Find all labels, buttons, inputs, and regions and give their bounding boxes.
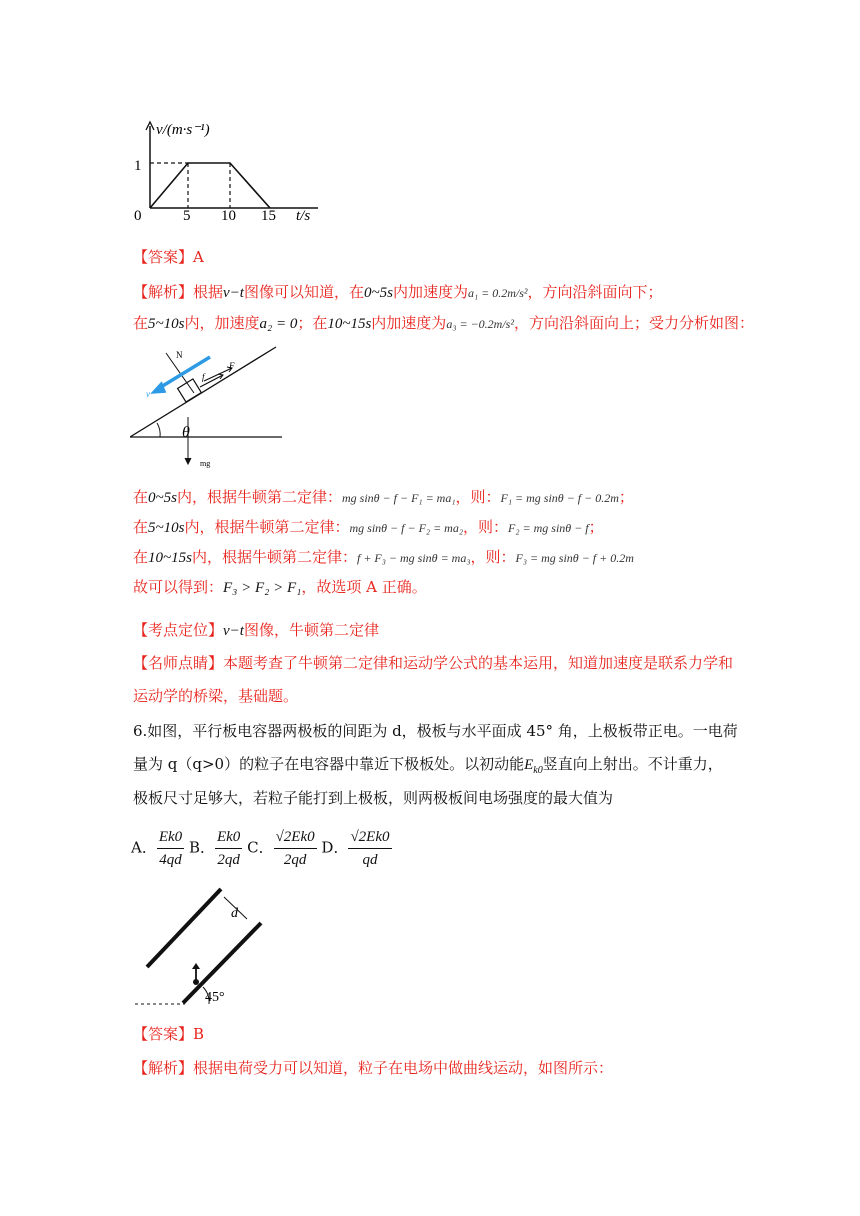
conclusion-text: 故可以得到： <box>133 578 224 596</box>
newton-line-3 <box>133 547 634 568</box>
answer-2-tag: 【答案】 <box>133 1025 194 1043</box>
option-a-label[interactable]: A． <box>131 838 157 857</box>
answer-1-value: A <box>193 248 204 266</box>
question-6-line-1 <box>133 721 738 741</box>
option-a-fraction[interactable] <box>157 826 184 871</box>
option-d-fraction[interactable] <box>348 826 391 871</box>
initial-velocity-arrowhead <box>192 963 200 969</box>
analysis-2-text: 根据电荷受力可以知道，粒子在电场中做曲线运动，如图所示： <box>193 1059 614 1077</box>
option-d-numerator: √2Ek0 <box>348 826 391 849</box>
question-text: 极板尺寸足够大，若粒子能打到上极板，则两极板间电场强度的最大值为 <box>133 789 614 807</box>
analysis-1-text: ，方向沿斜面向上；受力分析如图： <box>513 314 754 332</box>
conclusion-text: ，故选项 A 正确。 <box>301 578 427 596</box>
vt-symbol: v−t <box>223 285 244 301</box>
newton-text: ，则： <box>463 518 509 536</box>
option-b-denominator: 2qd <box>217 852 240 868</box>
newton-equation: mg sinθ − f − F₂ = ma₂ <box>349 521 464 535</box>
option-b-fraction[interactable] <box>215 826 242 871</box>
theta-label: θ <box>182 424 190 441</box>
velocity-line <box>150 163 270 208</box>
option-d-label[interactable]: D． <box>321 838 349 857</box>
mingshi-text: 本题考查了牛顿第二定律和运动学公式的基本运用，知道加速度是联系力学和 <box>223 654 734 672</box>
time-range: 0~5s <box>148 490 177 506</box>
angle-label: 45° <box>205 990 225 1005</box>
analysis-1-text: 内加速度为 <box>371 314 447 332</box>
analysis-1-text: 在 <box>133 314 149 332</box>
conclusion <box>133 577 427 598</box>
question-text: 6.如图，平行板电容器两极板的间距为 d，极板与水平面成 45° 角，上极板带正电。一电荷 <box>133 722 738 740</box>
vt-graph <box>130 112 330 224</box>
v-label: v <box>146 389 150 399</box>
block <box>178 379 202 402</box>
kaodian-text: 图像，牛顿第二定律 <box>243 621 379 639</box>
time-range: 5~10s <box>148 520 185 536</box>
question-text: 竖直向上射出。不计重力， <box>542 755 723 773</box>
upper-plate <box>147 889 221 967</box>
answer-2 <box>133 1024 204 1044</box>
a1-formula: a₁ = 0.2m/s² <box>467 286 528 300</box>
newton-text: ，则： <box>455 488 501 506</box>
answer-1-tag: 【答案】 <box>133 248 194 266</box>
option-d-denominator: qd <box>362 852 378 868</box>
newton-text: ； <box>588 518 604 536</box>
option-a-denominator: 4qd <box>159 852 182 868</box>
mg-label: mg <box>200 459 211 468</box>
newton-line-2 <box>133 517 604 538</box>
question-6-line-2 <box>133 754 723 781</box>
a3-formula: a₃ = −0.2m/s² <box>446 317 514 331</box>
ek0-symbol: E <box>524 757 534 773</box>
mingshi-line-1 <box>133 653 733 673</box>
newton-text: 在 <box>133 518 149 536</box>
x-tick-15: 15 <box>261 208 276 224</box>
option-c-denominator: 2qd <box>283 852 307 868</box>
newton-text: ； <box>618 488 634 506</box>
newton-result: F₂ = mg sinθ − f <box>508 521 589 535</box>
option-b-numerator: Ek0 <box>215 826 242 849</box>
F-arrow <box>204 368 232 381</box>
d-label: d <box>231 906 238 921</box>
mingshi-line-2 <box>133 686 298 706</box>
answer-1 <box>133 247 204 267</box>
x-tick-10: 10 <box>221 208 236 224</box>
f-label: f <box>202 372 205 382</box>
newton-result: F₃ = mg sinθ − f + 0.2m <box>515 551 634 565</box>
newton-text: 在 <box>133 488 149 506</box>
mingshi-tag: 【名师点睛】 <box>133 654 224 672</box>
option-a-numerator: Ek0 <box>157 826 184 849</box>
time-range: 0~5s <box>364 285 393 301</box>
option-b-label[interactable]: B． <box>188 838 215 857</box>
analysis-1-text: 内，加速度 <box>184 314 260 332</box>
option-c-numerator: √2Ek0 <box>274 826 317 849</box>
vt-symbol: v−t <box>223 623 244 639</box>
newton-equation: f + F₃ − mg sinθ = ma₃ <box>356 551 471 565</box>
kaodian-tag: 【考点定位】 <box>133 621 224 639</box>
conclusion-inequality: F₃ > F₂ > F₁ <box>223 580 302 596</box>
analysis-2 <box>133 1058 613 1078</box>
F-label: F <box>229 361 235 371</box>
v-axis-label: v/(m·s⁻¹) <box>156 122 210 138</box>
x-tick-0: 0 <box>134 208 142 224</box>
capacitor-diagram <box>135 885 275 1015</box>
angle-arc <box>157 423 160 437</box>
analysis-1-text: 内加速度为 <box>392 283 468 301</box>
newton-text: ，则： <box>470 548 516 566</box>
option-c-fraction[interactable] <box>274 826 317 871</box>
ek0-subscript: k0 <box>533 765 543 776</box>
time-range: 10~15s <box>327 316 372 332</box>
analysis-1-line-1 <box>133 282 663 303</box>
mingshi-text: 运动学的桥梁，基础题。 <box>133 687 299 705</box>
gravity-arrowhead <box>185 458 191 464</box>
analysis-1-text: ，方向沿斜面向下； <box>527 283 663 301</box>
analysis-1-line-2 <box>133 313 754 334</box>
answer-2-value: B <box>193 1025 205 1043</box>
question-text: 量为 q（q>0）的粒子在电容器中靠近下极板处。以初动能 <box>133 755 525 773</box>
option-c-label[interactable]: C． <box>247 838 274 857</box>
options-row <box>131 826 392 871</box>
analysis-1-text: ；在 <box>297 314 328 332</box>
x-tick-5: 5 <box>183 208 191 224</box>
analysis-1-tag: 【解析】 <box>133 283 194 301</box>
newton-text: 内，根据牛顿第二定律： <box>184 518 350 536</box>
n-label: N <box>176 350 183 360</box>
y-tick-1: 1 <box>134 158 142 174</box>
time-range: 5~10s <box>148 316 185 332</box>
analysis-1-text: 根据 <box>193 283 224 301</box>
newton-text: 内，根据牛顿第二定律： <box>176 488 342 506</box>
analysis-2-tag: 【解析】 <box>133 1059 194 1077</box>
analysis-1-text: 图像可以知道，在 <box>243 283 364 301</box>
newton-result: F₁ = mg sinθ − f − 0.2m <box>500 491 619 505</box>
a2-formula: a₂ = 0 <box>259 316 298 332</box>
newton-text: 内，根据牛顿第二定律： <box>191 548 357 566</box>
time-range: 10~15s <box>148 550 192 566</box>
question-6-line-3 <box>133 788 613 808</box>
newton-line-1 <box>133 487 634 508</box>
force-diagram <box>130 345 300 475</box>
t-axis-label: t/s <box>296 208 311 224</box>
kaodian <box>133 620 379 641</box>
newton-text: 在 <box>133 548 149 566</box>
newton-equation: mg sinθ − f − F₁ = ma₁ <box>341 491 456 505</box>
